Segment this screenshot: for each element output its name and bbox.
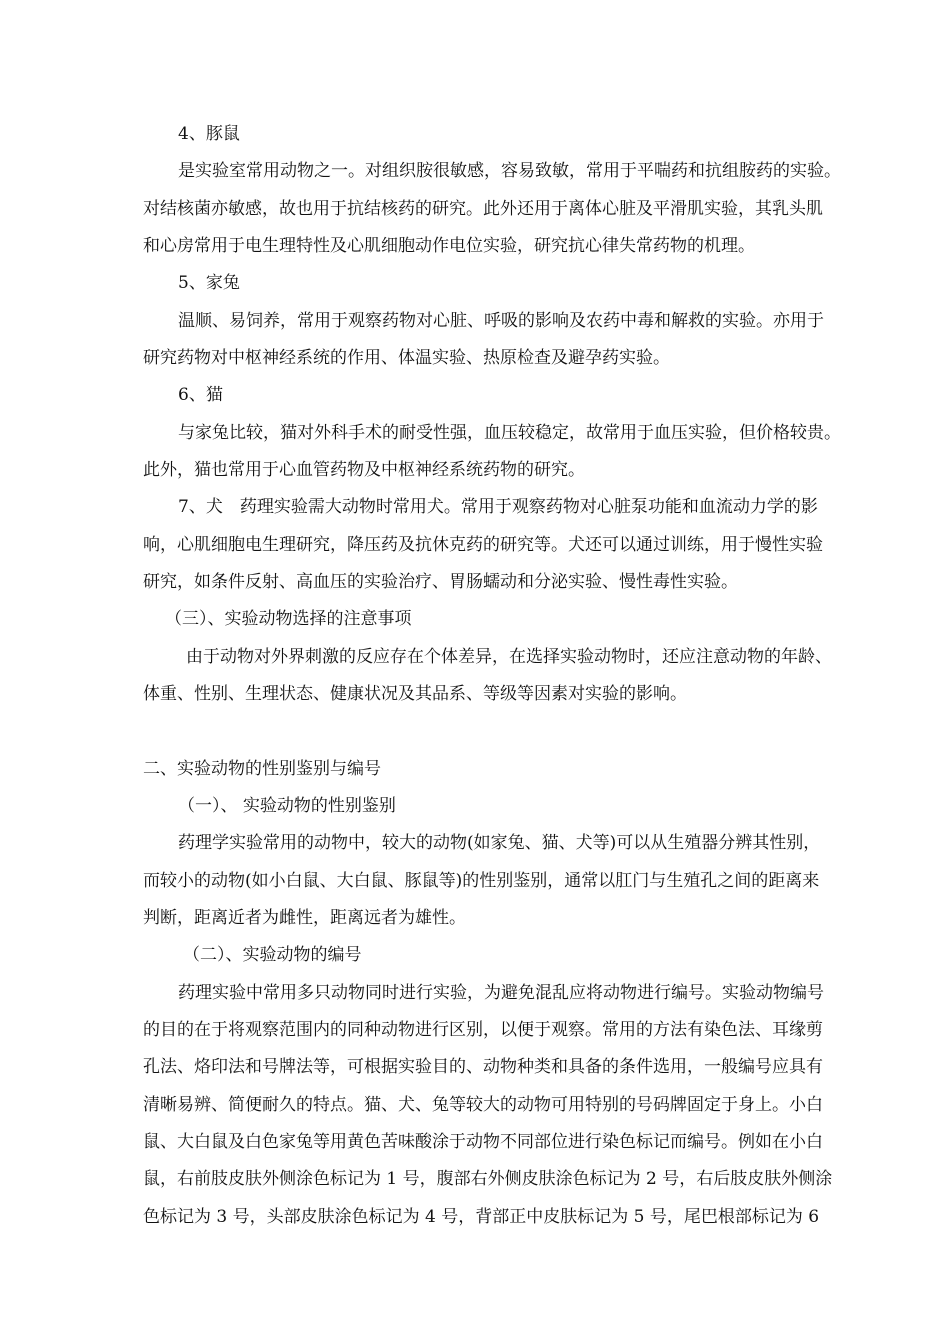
heading-guinea-pig: 4、豚鼠: [178, 124, 240, 144]
paragraph-line: 是实验室常用动物之一。对组织胺很敏感，容易致敏，常用于平喘药和抗组胺药的实验。: [178, 161, 841, 181]
paragraph-line: 和心房常用于电生理特性及心肌细胞动作电位实验，研究抗心律失常药物的机理。: [143, 236, 755, 256]
heading-numbering: （二）、实验动物的编号: [183, 945, 362, 965]
paragraph-line: 研究，如条件反射、高血压的实验治疗、胃肠蠕动和分泌实验、慢性毒性实验。: [143, 572, 738, 592]
paragraph-line: 对结核菌亦敏感，故也用于抗结核药的研究。此外还用于离体心脏及平滑肌实验，其乳头肌: [143, 199, 823, 219]
paragraph-line: 而较小的动物(如小白鼠、大白鼠、豚鼠等)的性别鉴别，通常以肛门与生殖孔之间的距离来: [143, 871, 820, 891]
heading-selection-notes: （三）、实验动物选择的注意事项: [165, 609, 412, 629]
paragraph-line: 药理学实验常用的动物中，较大的动物(如家兔、猫、犬等)可以从生殖器分辨其性别，: [178, 833, 821, 853]
paragraph-line: 鼠、大白鼠及白色家兔等用黄色苦味酸涂于动物不同部位进行染色标记而编号。例如在小白: [143, 1132, 823, 1152]
paragraph-line: 体重、性别、生理状态、健康状况及其品系、等级等因素对实验的影响。: [143, 684, 687, 704]
paragraph-line: 清晰易辨、简便耐久的特点。猫、犬、兔等较大的动物可用特别的号码牌固定于身上。小白: [143, 1095, 823, 1115]
heading-rabbit: 5、家兔: [178, 273, 240, 293]
heading-cat: 6、猫: [178, 385, 223, 405]
paragraph-line: 7、犬 药理实验需大动物时常用犬。常用于观察药物对心脏泵功能和血流动力学的影: [178, 497, 818, 517]
paragraph-line: 研究药物对中枢神经系统的作用、体温实验、热原检查及避孕药实验。: [143, 348, 670, 368]
paragraph-line: 鼠，右前肢皮肤外侧涂色标记为 1 号，腹部右外侧皮肤涂色标记为 2 号，右后肢皮肤外侧涂: [143, 1169, 833, 1189]
paragraph-line: 判断，距离近者为雌性，距离远者为雄性。: [143, 908, 466, 928]
paragraph-line: 温顺、易饲养，常用于观察药物对心脏、呼吸的影响及农药中毒和解救的实验。亦用于: [178, 311, 824, 331]
paragraph-line: 的目的在于将观察范围内的同种动物进行区别，以便于观察。常用的方法有染色法、耳缘剪: [143, 1020, 823, 1040]
paragraph-line: 由于动物对外界刺激的反应存在个体差异，在选择实验动物时，还应注意动物的年龄、: [186, 647, 832, 667]
paragraph-line: 药理实验中常用多只动物同时进行实验，为避免混乱应将动物进行编号。实验动物编号: [178, 983, 824, 1003]
paragraph-line: 与家兔比较，猫对外科手术的耐受性强，血压较稳定，故常用于血压实验，但价格较贵。: [178, 423, 841, 443]
heading-sex-identification: （一）、 实验动物的性别鉴别: [178, 796, 396, 816]
heading-part-two: 二、实验动物的性别鉴别与编号: [143, 759, 381, 779]
paragraph-line: 响，心肌细胞电生理研究，降压药及抗休克药的研究等。犬还可以通过训练，用于慢性实验: [143, 535, 823, 555]
paragraph-line: 色标记为 3 号，头部皮肤涂色标记为 4 号，背部正中皮肤标记为 5 号，尾巴根部标记为 6: [143, 1207, 820, 1227]
paragraph-line: 此外，猫也常用于心血管药物及中枢神经系统药物的研究。: [143, 460, 585, 480]
paragraph-line: 孔法、烙印法和号牌法等，可根据实验目的、动物种类和具备的条件选用，一般编号应具有: [143, 1057, 823, 1077]
